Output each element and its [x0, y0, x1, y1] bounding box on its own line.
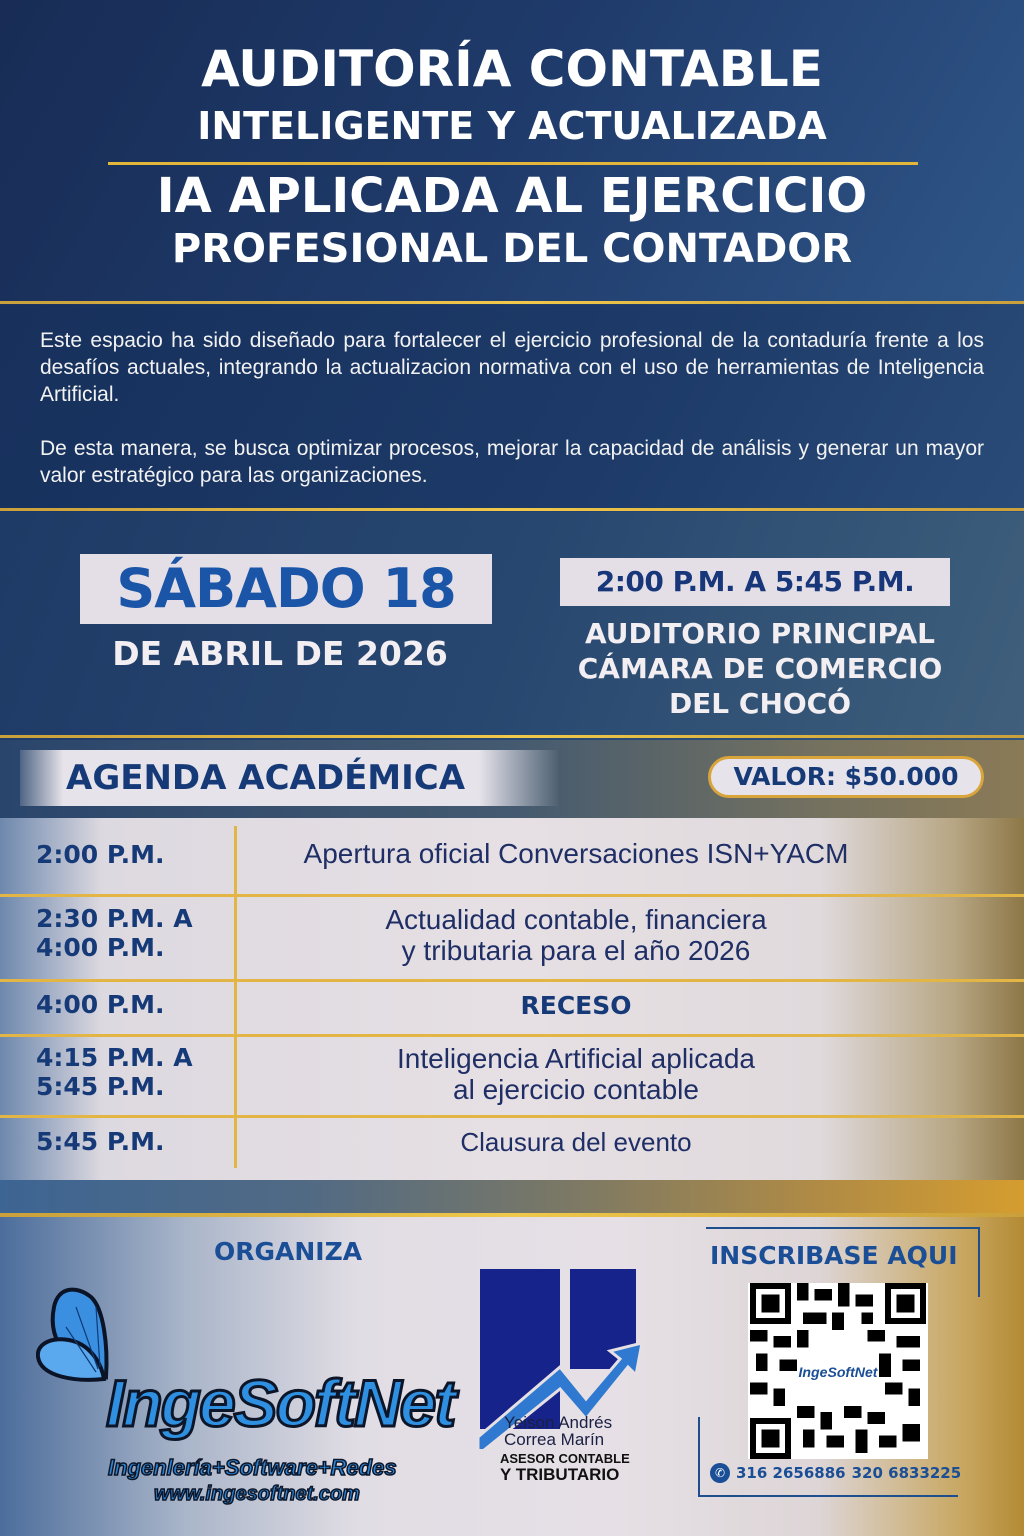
brand-name: IngeSoftNet: [106, 1366, 455, 1440]
header-divider: [108, 162, 918, 165]
frame-bottom: [698, 1495, 958, 1497]
event-date: DE ABRIL DE 2026: [112, 634, 448, 673]
agenda-time: 2:30 P.M. A 4:00 P.M.: [36, 904, 193, 962]
agenda-header: [0, 740, 1024, 818]
row-divider: [0, 894, 1024, 897]
agenda-desc: RECESO: [520, 991, 632, 1020]
phone-icon: ✆: [710, 1463, 730, 1483]
agenda-desc: Clausura del evento: [460, 1127, 692, 1157]
header: [0, 0, 1024, 302]
subtitle-line-1: IA APLICADA AL EJERCICIO: [156, 168, 868, 224]
phone-1[interactable]: 316 2656886: [736, 1464, 846, 1482]
title-line-2: INTELIGENTE Y ACTUALIZADA: [197, 104, 827, 148]
venue-line-2: CÁMARA DE COMERCIO: [577, 652, 943, 685]
agenda-desc: Apertura oficial Conversaciones ISN+YACM: [303, 838, 849, 869]
agenda-table: [0, 818, 1024, 1180]
event-venue: [540, 616, 980, 721]
agenda-time: 2:00 P.M.: [36, 840, 165, 869]
svg-text:IngeSoftNet: IngeSoftNet: [798, 1363, 878, 1380]
venue-line-3: DEL CHOCÓ: [668, 687, 852, 720]
frame-left: [698, 1417, 700, 1497]
event-day: SÁBADO 18: [80, 554, 492, 624]
intro-paragraph-1: Este espacio ha sido diseñado para fortalecer el ejercicio profesional de la contaduría frente a los desafíos actuales, integrando la actualizacion normativa con el uso de herramientas de Inteligencia Artificial.: [40, 329, 984, 406]
price-badge: VALOR: $50.000: [708, 756, 984, 798]
row-divider: [0, 1115, 1024, 1118]
gold-divider: [0, 735, 1024, 738]
qr-code[interactable]: [748, 1283, 928, 1459]
intro-section: [0, 305, 1024, 510]
agenda-desc: Actualidad contable, financiera y tributaria para el año 2026: [385, 904, 767, 966]
ingesoftnet-logo: [36, 1277, 456, 1505]
event-info: [0, 512, 1024, 736]
agenda-time: 4:00 P.M.: [36, 990, 165, 1019]
agenda-title: AGENDA ACADÉMICA: [20, 750, 560, 806]
advisor-role-1: ASESOR CONTABLE: [500, 1451, 630, 1466]
frame-top: [706, 1227, 980, 1229]
agenda-time: 4:15 P.M. A 5:45 P.M.: [36, 1043, 193, 1101]
gold-divider: [0, 508, 1024, 511]
advisor-role-2: Y TRIBUTARIO: [500, 1465, 620, 1484]
footer: [0, 1217, 1024, 1536]
qr-code-icon: [748, 1283, 928, 1459]
row-divider: [0, 1034, 1024, 1037]
gold-divider: [0, 301, 1024, 304]
title-line-1: AUDITORÍA CONTABLE: [201, 40, 823, 98]
agenda-desc: Inteligencia Artificial aplicada al ejercicio contable: [397, 1043, 755, 1105]
register-title: INSCRIBASE AQUI: [710, 1241, 958, 1270]
subtitle-line-2: PROFESIONAL DEL CONTADOR: [171, 226, 853, 272]
row-divider: [0, 979, 1024, 982]
venue-line-1: AUDITORIO PRINCIPAL: [585, 617, 935, 650]
brand-tagline: Ingenlería+Software+Redes: [108, 1455, 397, 1480]
agenda-time: 5:45 P.M.: [36, 1127, 165, 1156]
phone-numbers: [710, 1463, 980, 1483]
advisor-name: Yeison Andrés Correa Marín: [504, 1413, 613, 1449]
brand-url[interactable]: www.ingesoftnet.com: [154, 1483, 360, 1505]
intro-paragraph-2: De esta manera, se busca optimizar procesos, mejorar la capacidad de análisis y generar un mayor valor estratégico para las organizaciones.: [40, 437, 984, 487]
event-time: 2:00 P.M. A 5:45 P.M.: [560, 558, 950, 606]
yacm-logo: [470, 1259, 646, 1489]
color-band: [0, 1180, 1024, 1214]
register-panel: [706, 1227, 980, 1492]
frame-right: [978, 1227, 980, 1297]
organiza-label: ORGANIZA: [214, 1237, 363, 1266]
phone-2[interactable]: 320 6833225: [851, 1464, 962, 1482]
